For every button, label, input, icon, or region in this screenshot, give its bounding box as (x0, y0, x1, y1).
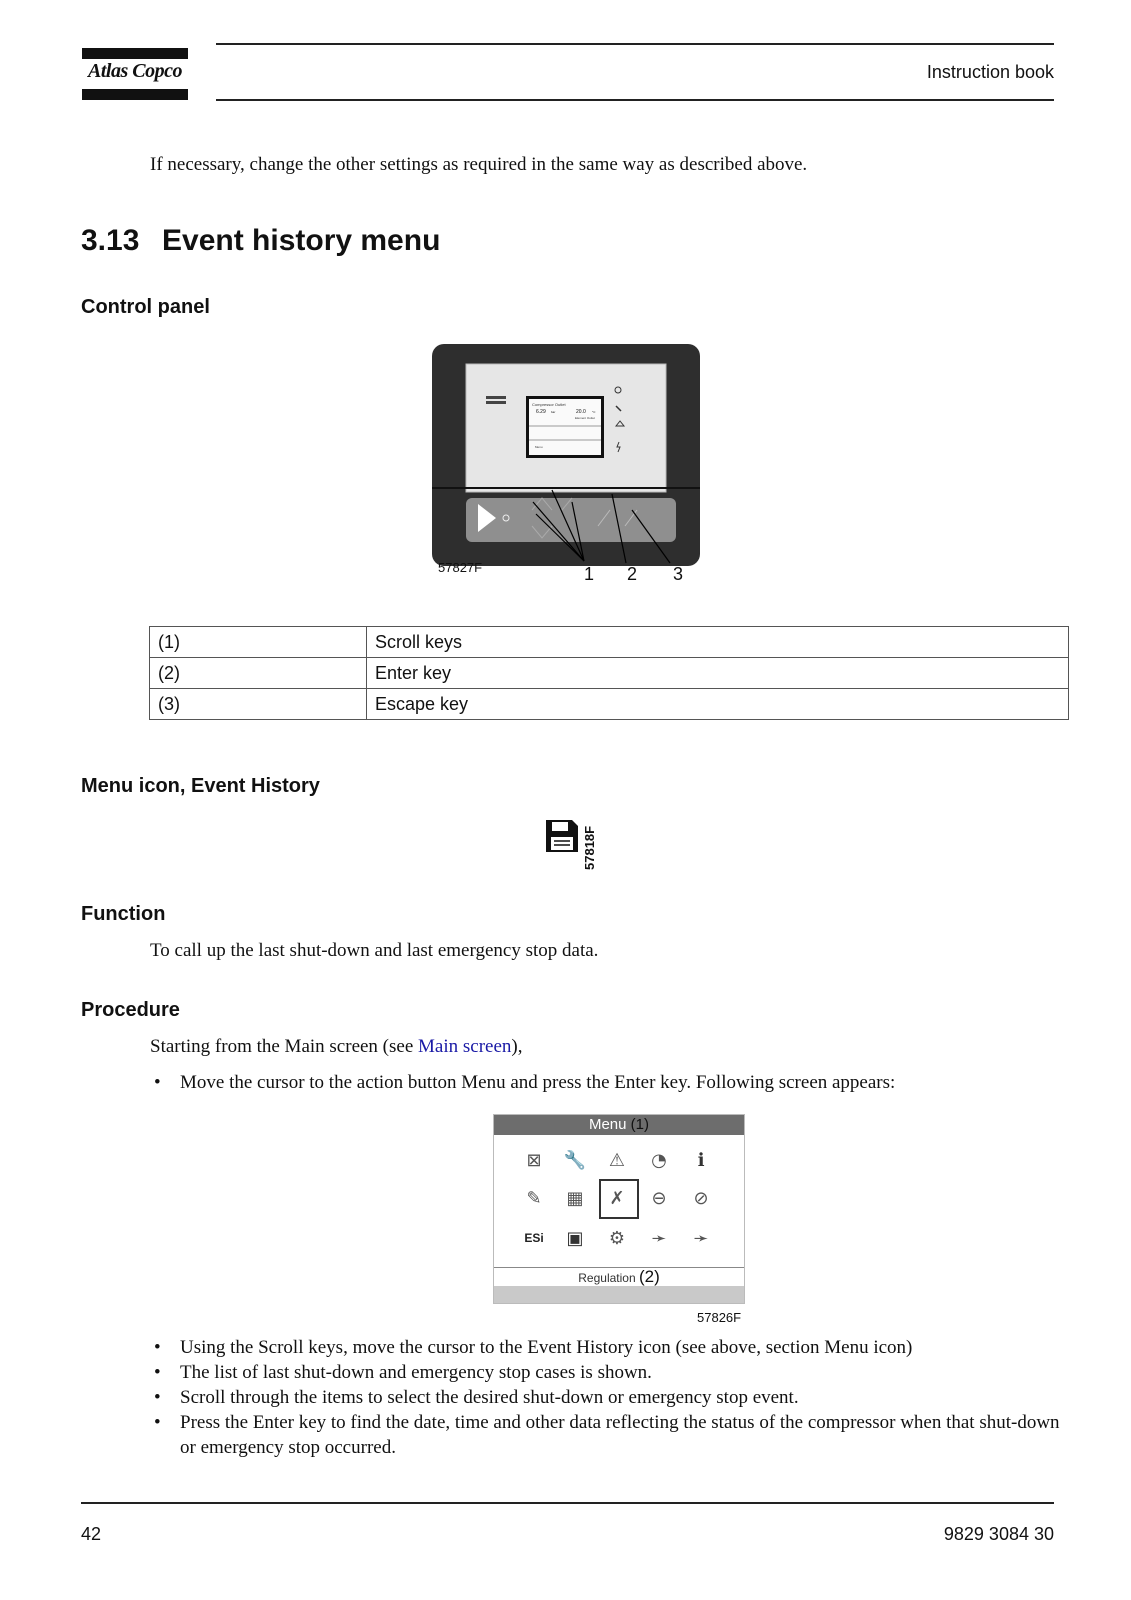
callout-2: 2 (627, 564, 638, 584)
main-screen-link[interactable]: Main screen (418, 1036, 512, 1057)
display-unit1: bar (551, 410, 556, 414)
step-text: Press the Enter key to find the date, time and other data reflecting the status of the compressor when that shut-down or emergency stop occurred. (180, 1412, 1060, 1458)
function-heading: Function (81, 903, 166, 925)
info-icon: ℹ (697, 1149, 705, 1171)
menu-screen-header (494, 1115, 744, 1135)
key-label: Enter key (367, 658, 1069, 689)
menu-screen-callout-2: (2) (638, 1267, 660, 1286)
menu-icon-heading: Menu icon, Event History (81, 775, 320, 797)
remote-icon: ➛ (651, 1227, 667, 1249)
settings-check-icon: ✎ (526, 1187, 542, 1209)
keys-table (149, 626, 1069, 720)
page-number: 42 (81, 1524, 102, 1544)
footer-rule (81, 1502, 1054, 1504)
list-item: • Using the Scroll keys, move the cursor to the Event History icon (see above, section Menu icon) (154, 1337, 913, 1358)
callout-1: 1 (584, 564, 595, 584)
logo-bar-bottom (82, 89, 188, 100)
procedure-lead-start: Starting from the Main screen (see (150, 1036, 419, 1057)
display-value2: 20.0 (576, 409, 586, 415)
key-number: (1) (150, 627, 367, 658)
display-menu: Menu (535, 445, 543, 449)
procedure-lead (150, 1034, 523, 1059)
callout-3: 3 (673, 564, 684, 584)
menu-screen-callout-1: (1) (630, 1116, 650, 1133)
esi-icon: ESi (524, 1231, 544, 1245)
table-row (150, 627, 1069, 658)
menu-screen-title: Menu (588, 1116, 627, 1133)
step-text: Scroll through the items to select the desired shut-down or emergency stop event. (180, 1387, 799, 1408)
key-label: Escape key (367, 689, 1069, 720)
menu-icon-figure-code: 57818F (582, 825, 597, 870)
header-rule-top (216, 43, 1054, 45)
intro-text: If necessary, change the other settings as required in the same way as described above. (150, 154, 808, 175)
display-value1: 6.29 (536, 409, 546, 415)
procedure-lead-end: ), (511, 1036, 523, 1057)
list-item: • Move the cursor to the action button Menu and press the Enter key. Following screen appears: (154, 1072, 896, 1093)
start-timer-icon: ⊖ (651, 1187, 667, 1209)
key-label: Scroll keys (367, 627, 1069, 658)
document-number: 9829 3084 30 (943, 1524, 1054, 1544)
step-text: Move the cursor to the action button Menu and press the Enter key. Following screen appears: (180, 1072, 896, 1093)
menu-screen-status-bar (494, 1286, 744, 1303)
section-number: 3.13 (81, 224, 140, 257)
function-text: To call up the last shut-down and last emergency stop data. (150, 940, 599, 961)
control-panel-figure (420, 340, 720, 600)
control-panel-figure-code: 57827F (438, 560, 483, 575)
list-item: • The list of last shut-down and emergency stop cases is shown. (154, 1362, 652, 1383)
gears-icon: ⚙ (608, 1227, 626, 1249)
wrench-icon: 🔧 (563, 1149, 587, 1171)
display-line1: Compressor Outlet (532, 402, 566, 407)
display-line2: Element Outlet (575, 416, 595, 420)
menu-screen-figure-code: 57826F (697, 1310, 742, 1325)
step-text: The list of last shut-down and emergency stop cases is shown. (180, 1362, 652, 1383)
procedure-heading: Procedure (81, 999, 180, 1021)
stop-timer-icon: ⊘ (693, 1187, 709, 1209)
remote-alt-icon: ➛ (693, 1227, 709, 1249)
floppy-disk-icon: ▣ (566, 1227, 584, 1249)
header-title: Instruction book (926, 62, 1054, 82)
menu-screen-figure (493, 1114, 745, 1304)
regulation-icon: ✗ (609, 1187, 625, 1209)
list-item: • Scroll through the items to select the desired shut-down or emergency stop event. (154, 1387, 799, 1408)
menu-screen-footer-label: Regulation (578, 1271, 636, 1285)
key-number: (3) (150, 689, 367, 720)
table-row (150, 658, 1069, 689)
display-unit2: °C (592, 410, 596, 414)
counter-icon: ▦ (566, 1187, 584, 1209)
procedure-step-list-1 (150, 1070, 1070, 1095)
section-title: Event history menu (162, 224, 441, 257)
header-rule-bottom (216, 99, 1054, 101)
key-number: (2) (150, 658, 367, 689)
atlas-copco-logo: Atlas Copco (88, 60, 182, 82)
menu-screen-footer (494, 1267, 744, 1286)
warning-icon: ⚠ (608, 1149, 626, 1171)
table-row (150, 689, 1069, 720)
clock-icon: ◔ (651, 1149, 667, 1171)
chart-icon: ⊠ (526, 1149, 542, 1171)
list-item: • Press the Enter key to find the date, time and other data reflecting the status of the compressor when that shut-down or emergency stop occurred. (154, 1412, 1060, 1458)
control-panel-heading: Control panel (81, 296, 210, 318)
floppy-disk-icon (544, 818, 580, 854)
procedure-step-list-2 (150, 1335, 1070, 1460)
step-text: Using the Scroll keys, move the cursor to the Event History icon (see above, section Menu icon) (180, 1337, 913, 1358)
logo-bar-top (82, 48, 188, 59)
